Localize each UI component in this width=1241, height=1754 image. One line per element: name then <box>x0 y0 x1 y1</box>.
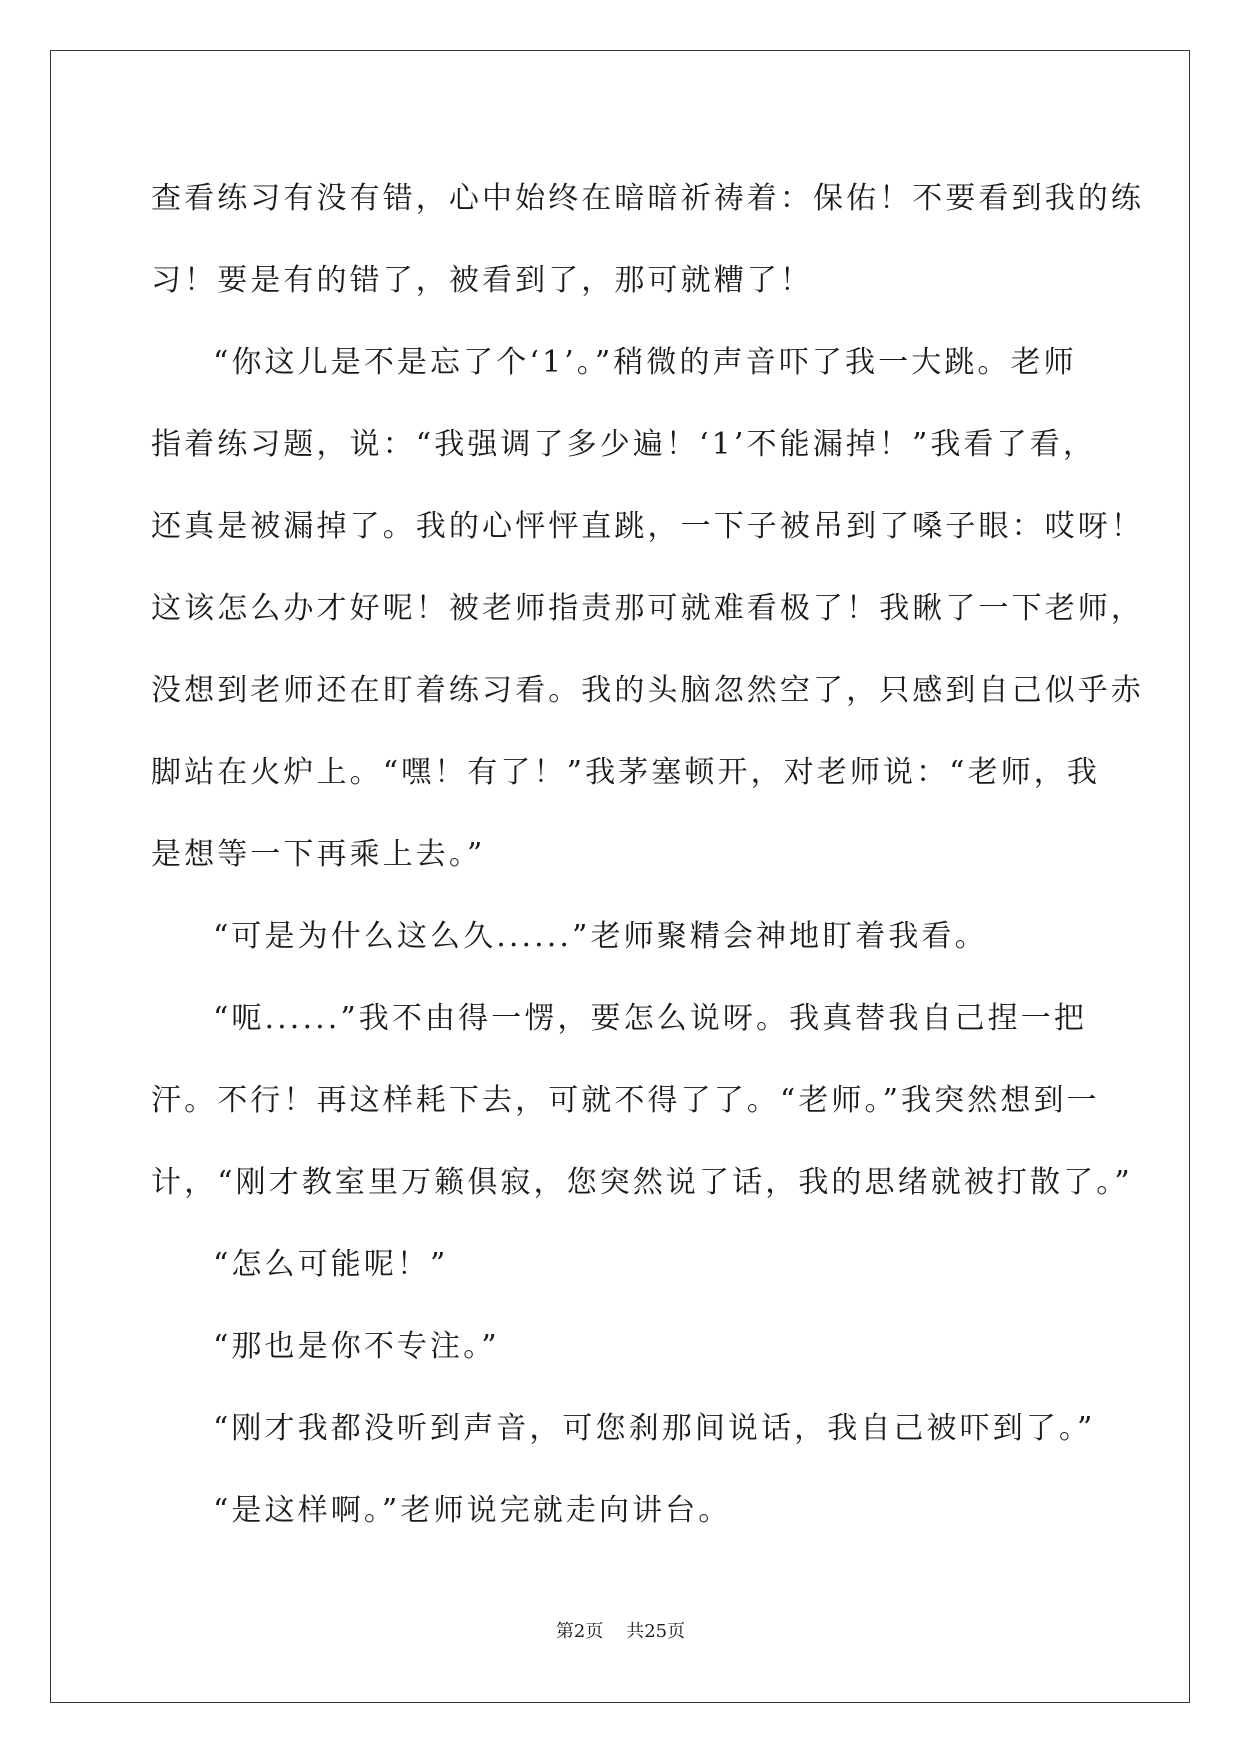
text-line: “可是为什么这么久......”老师聚精会神地盯着我看。 <box>213 919 988 954</box>
text-line: “你这儿是不是忘了个‘1’。”稍微的声音吓了我一大跳。老师 <box>213 345 1077 380</box>
total-pages-label <box>626 1621 685 1642</box>
page-footer <box>0 1617 1241 1643</box>
text-line: 查看练习有没有错，心中始终在暗暗祈祷着：保佑！不要看到我的练 <box>151 181 1144 216</box>
text-line: 这该怎么办才好呢！被老师指责那可就难看极了！我瞅了一下老师， <box>151 591 1144 626</box>
text-line: 计，“刚才教室里万籁俱寂，您突然说了话，我的思绪就被打散了。” <box>151 1165 1133 1200</box>
paragraph-3 <box>151 896 1111 978</box>
paragraph-5 <box>151 1224 1111 1306</box>
text-line: “呃......”我不由得一愣，要怎么说呀。我真替我自己捏一把 <box>213 1001 1087 1036</box>
paragraph-4 <box>151 978 1133 1224</box>
text-line: 汗。不行！再这样耗下去，可就不得了了。“老师。”我突然想到一 <box>151 1083 1100 1118</box>
total-label-prefix: 共 <box>626 1621 645 1642</box>
page-label-suffix: 页 <box>585 1621 604 1642</box>
document-body <box>151 158 1144 1552</box>
text-line: 还真是被漏掉了。我的心怦怦直跳，一下子被吊到了嗓子眼：哎呀！ <box>151 509 1144 544</box>
paragraph-8 <box>151 1470 1111 1552</box>
page-number: 2 <box>573 1621 586 1642</box>
paragraph-7 <box>151 1388 1111 1470</box>
text-line: “是这样啊。”老师说完就走向讲台。 <box>213 1493 732 1528</box>
text-line: 没想到老师还在盯着练习看。我的头脑忽然空了，只感到自己似乎赤 <box>151 673 1144 708</box>
paragraph-6 <box>151 1306 1111 1388</box>
paragraph-1 <box>151 158 1144 322</box>
page-number-label <box>556 1621 603 1642</box>
text-line: 习！要是有的错了，被看到了，那可就糟了！ <box>151 263 813 298</box>
total-pages: 25 <box>644 1621 668 1642</box>
text-line: 脚站在火炉上。“嘿！有了！”我茅塞顿开，对老师说：“老师，我 <box>151 755 1101 790</box>
text-line: “那也是你不专注。” <box>213 1329 500 1364</box>
text-line: “刚才我都没听到声音，可您刹那间说话，我自己被吓到了。” <box>213 1411 1096 1446</box>
text-line: 指着练习题，说：“我强调了多少遍！‘1’不能漏掉！”我看了看， <box>151 427 1096 462</box>
paragraph-2 <box>151 322 1144 896</box>
text-line: 是想等一下再乘上去。” <box>151 837 486 872</box>
page-label-prefix: 第 <box>555 1621 574 1642</box>
total-label-suffix: 页 <box>667 1621 686 1642</box>
text-line: “怎么可能呢！” <box>213 1247 449 1282</box>
